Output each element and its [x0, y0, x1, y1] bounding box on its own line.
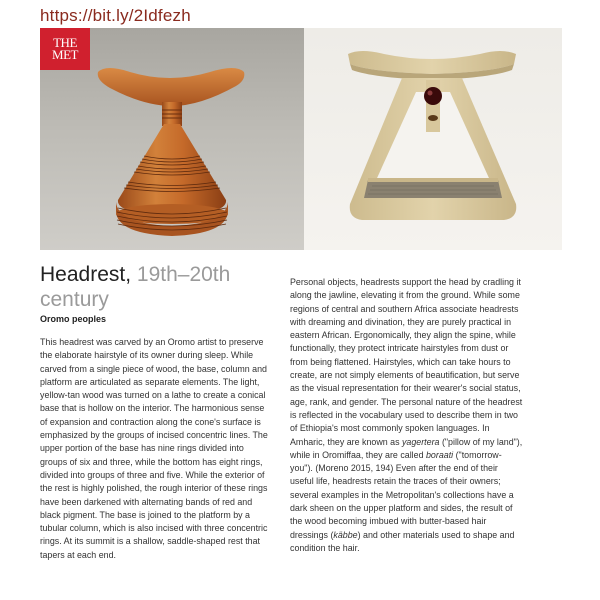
oromiffaa-term: boraati	[426, 449, 454, 460]
text-segment: Personal objects, headrests support the head by cradling it along the jawline, elevating it from the ground. While some regions of central and southern Africa associate headrests with dreaming and divination, they are purely practical in eastern African. Ergonomically, they align the spine, while functionally, they protect intricate hairstyles from dust or from being flattened. Hairstyles, which can take hours to create, are not simply elements of beautification, but serve as the visual representation for their wearer's social status, age, rank, and gender. The personal nature of the headrest is reflected in the vocabulary used to describe them in two of Ethiopia's most commonly spoken languages. In Amharic, they are known as	[290, 277, 523, 447]
photo-strip	[40, 28, 562, 250]
description-paragraph-right	[290, 276, 524, 555]
kabbe-term: käbbe	[333, 529, 358, 540]
headrest-photo	[40, 28, 304, 250]
culture-label: Oromo peoples	[40, 314, 107, 324]
source-url[interactable]: https://bit.ly/2Idfezh	[40, 6, 191, 25]
artwork-title	[40, 262, 280, 312]
met-logo-line2: MET	[52, 47, 78, 62]
met-logo	[40, 28, 90, 70]
met-logo-line1: THE	[53, 35, 77, 50]
description-left-column	[40, 336, 272, 562]
title-main: Headrest,	[40, 263, 132, 286]
text-segment: ) and other materials used to shape and condition the hair.	[290, 529, 515, 553]
modern-headrest-image	[304, 28, 562, 250]
description-right-column	[290, 276, 524, 555]
amharic-term: yagertera	[401, 436, 440, 447]
title-date: 19th–20th century	[40, 263, 231, 311]
description-paragraph-left: This headrest was carved by an Oromo artist to preserve the elaborate hairstyle of its owner during sleep. While carved from a single piece of wood, the base, column and platform are articulated as separate elements. The light, yellow-tan wood was turned on a lathe to create a conical base that is hollow on the interior. The harmonious sense of expansion and contraction along the cone's surface is emphasized by the groups of incised concentric lines. The upper portion of the base has nine rings divided into groups of six and three, while the bottom has eight rings, divided into groups of three and five. While the exterior of the rest is highly polished, the rough interior of these rings have been darkened with alternating bands of red and black pigment. The base is joined to the platform by a tubular column, which is also incised with three concentric rings. At its summit is a shallow, saddle-shaped rest that tapers at each end.	[40, 337, 268, 560]
text-segment: ("pillow of my land"), while in Oromiffaa, they are called	[290, 436, 523, 460]
text-segment: ("tomorrow-you"). (Moreno 2015, 194) Even after the end of their useful life, headrests retain the traces of their owners; several examples in the Metropolitan's collections have a dark sheen on the upper platform and sides, the result of the wood becoming imbued with butter-based hair dressings (	[290, 449, 514, 540]
modern-headrest-photo	[304, 28, 562, 250]
